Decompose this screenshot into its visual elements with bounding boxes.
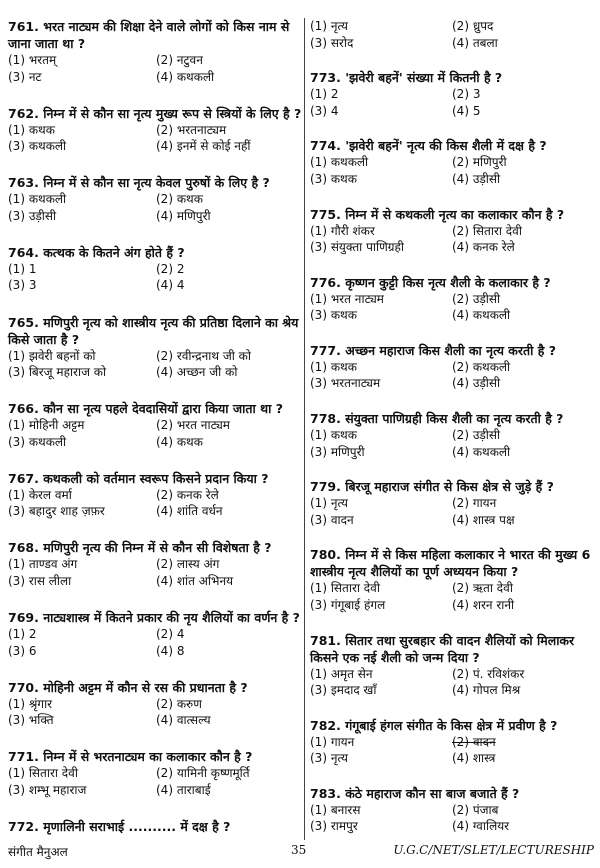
answer-option: (1) 1	[8, 261, 37, 276]
options-grid	[310, 666, 594, 699]
answer-option: (2) ऋता देवी	[452, 581, 513, 596]
answer-option: (2) उड़ीसी	[452, 428, 501, 443]
answer-option: (4) कथकली	[452, 308, 511, 323]
options-grid	[310, 86, 594, 119]
answer-option: (4) कथकली	[156, 69, 215, 84]
question-block	[310, 546, 594, 613]
answer-option: (4) कथक	[156, 434, 203, 449]
answer-option: (1) गौरी शंकर	[310, 223, 375, 238]
options-grid	[8, 626, 303, 659]
answer-option: (3) 4	[310, 103, 339, 118]
options-grid	[8, 487, 303, 520]
question-block	[310, 478, 594, 528]
answer-option: (3) भरतनाट्यम	[310, 376, 381, 391]
answer-option: (3) कथक	[310, 308, 357, 323]
question-text-line	[8, 174, 303, 191]
answer-option: (3) कथकली	[8, 139, 67, 154]
question-text: कंठे महाराज कौन सा बाज बजाते हैं ?	[345, 785, 520, 801]
question-text: कौन सा नृत्य पहले देवदासियों द्वारा किया जाता था ?	[43, 401, 283, 417]
question-number: 779.	[310, 479, 341, 495]
answer-option: (1) कथक	[310, 428, 357, 443]
answer-option: (3) बहादुर शाह ज़फ़र	[8, 504, 105, 519]
answer-option: (2) वादन	[452, 734, 496, 749]
answer-option: (1) बनारस	[310, 802, 361, 817]
answer-option: (1) मोहिनी अट्टम	[8, 418, 85, 433]
question-text-line	[8, 818, 303, 835]
question-block	[8, 748, 303, 798]
answer-option: (4) शांत अभिनय	[156, 573, 234, 588]
options-grid	[310, 154, 594, 187]
footer-book-title: संगीत मैनुअल	[8, 845, 68, 859]
answer-option: (3) 6	[8, 643, 37, 658]
answer-option: (2) 3	[452, 87, 481, 102]
answer-option: (2) 2	[156, 261, 185, 276]
question-number: 782.	[310, 717, 341, 733]
question-number: 777.	[310, 342, 341, 358]
answer-option: (2) सितारा देवी	[452, 223, 522, 238]
page-footer	[8, 843, 594, 863]
answer-option: (3) शम्भू महाराज	[8, 782, 87, 797]
question-block	[310, 632, 594, 699]
answer-option: (1) कथक	[8, 122, 55, 137]
question-text-line	[8, 470, 303, 487]
right-column	[310, 18, 594, 838]
options-grid	[8, 417, 303, 450]
question-text: निम्न में से कथकली नृत्य का कलाकार कौन है ?	[345, 206, 565, 222]
question-block	[310, 342, 594, 392]
question-block	[310, 717, 594, 767]
answer-option: (2) यामिनी कृष्णमूर्ति	[156, 766, 250, 781]
question-text-line	[8, 539, 303, 556]
answer-option: (1) ताण्डव अंग	[8, 557, 78, 572]
question-text: कृष्णन कुट्टी किस नृत्य शैली के कलाकार है ?	[345, 274, 551, 290]
question-block	[8, 539, 303, 589]
question-block	[8, 174, 303, 224]
answer-option: (2) 4	[156, 627, 185, 641]
question-block	[310, 410, 594, 460]
options-grid	[8, 765, 303, 798]
answer-option: (2) कथक	[156, 192, 203, 207]
question-number: 781.	[310, 632, 341, 648]
question-number: 762.	[8, 105, 39, 121]
left-column	[8, 18, 303, 838]
answer-option: (2) मणिपुरी	[452, 155, 507, 170]
question-number: 764.	[8, 244, 39, 260]
question-block	[8, 400, 303, 450]
answer-option: (1) भरतम्	[8, 53, 57, 67]
options-grid	[8, 556, 303, 589]
answer-option: (1) 2	[310, 87, 339, 102]
answer-option: (3) उड़ीसी	[8, 208, 57, 223]
question-text: निम्न में से भरतनाट्यम का कलाकार कौन है ?	[43, 749, 253, 765]
answer-option: (1) 2	[8, 627, 37, 641]
question-number: 763.	[8, 175, 39, 191]
answer-option: (1) कथकली	[8, 192, 67, 207]
answer-option: (4) 4	[156, 278, 185, 293]
answer-option: (2) कथकली	[452, 359, 511, 374]
answer-option: (3) गंगूबाई हंगल	[310, 597, 386, 612]
question-text-line	[310, 717, 594, 734]
options-grid	[8, 122, 303, 155]
question-text-line	[310, 342, 594, 359]
answer-option: (4) शरन रानी	[452, 597, 515, 612]
question-block	[310, 274, 594, 324]
answer-option: (4) शांति वर्धन	[156, 504, 223, 519]
question-block	[8, 244, 303, 294]
question-text-line	[310, 410, 594, 427]
answer-option: (2) रवीन्द्रनाथ जी को	[156, 348, 251, 363]
question-text: निम्न में से कौन सा नृत्य मुख्य रूप से स्त्रियों के लिए है ?	[43, 105, 302, 121]
question-text-line	[8, 748, 303, 765]
answer-option: (3) भक्ति	[8, 713, 54, 728]
answer-option: (2) उड़ीसी	[452, 291, 501, 306]
answer-option: (1) भरत नाट्यम	[310, 291, 384, 306]
answer-option: (2) ध्रुपद	[452, 19, 494, 33]
answer-option: (1) झवेरी बहनों को	[8, 348, 96, 363]
question-text-line	[8, 105, 303, 122]
answer-option: (2) पं. रविशंकर	[452, 666, 525, 681]
question-text-line	[8, 679, 303, 696]
question-block	[310, 18, 594, 51]
answer-option: (3) बिरजू महाराज को	[8, 365, 107, 379]
answer-option: (1) कथकली	[310, 155, 369, 170]
answer-option: (3) 3	[8, 278, 37, 293]
answer-option: (4) शास्त्र पक्ष	[452, 512, 515, 527]
question-number: 771.	[8, 749, 39, 765]
question-number: 761.	[8, 19, 39, 34]
column-divider	[304, 18, 305, 840]
answer-option: (4) गोपल मिश्र	[452, 683, 521, 698]
question-text: कत्थक के कितने अंग होते हैं ?	[43, 244, 185, 260]
question-block	[8, 470, 303, 520]
options-grid	[310, 359, 594, 392]
question-text-line	[8, 244, 303, 261]
answer-option: (4) शास्त्र	[452, 751, 496, 766]
question-number: 774.	[310, 138, 341, 154]
answer-option: (2) नटुवन	[156, 53, 203, 67]
answer-option: (3) सरोद	[310, 35, 354, 50]
question-text: गंगूबाई हंगल संगीत के किस क्षेत्र में प्रवीण है ?	[345, 717, 558, 733]
question-text: मणिपुरी नृत्य को शास्त्रीय नृत्य की प्रतिष्ठा दिलाने का श्रेय किसे जाता है ?	[8, 314, 299, 347]
question-text: निम्न में से कौन सा नृत्य केवल पुरुषों के लिए है ?	[43, 175, 270, 191]
question-number: 775.	[310, 206, 341, 222]
options-grid	[8, 52, 303, 85]
answer-option: (4) ग्वालियर	[452, 819, 510, 834]
answer-option: (2) करुण	[156, 696, 202, 711]
options-grid	[310, 291, 594, 324]
question-text-line	[8, 400, 303, 417]
question-text-line	[310, 69, 594, 86]
question-text-line	[310, 206, 594, 223]
question-text: निम्न में से किस महिला कलाकार ने भारत की मुख्य 6 शास्त्रीय नृत्य शैलियों का पूर्ण अध्ययन किया ?	[310, 547, 591, 580]
answer-option: (4) ताराबाई	[156, 782, 211, 797]
question-text: मृणालिनी सराभाई .......... में दक्ष है ?	[43, 818, 231, 834]
question-block	[8, 609, 303, 659]
question-block	[8, 818, 303, 835]
question-text-line	[310, 478, 594, 495]
question-number: 773.	[310, 70, 341, 86]
answer-option: (3) कथकली	[8, 434, 67, 449]
answer-option: (4) तबला	[452, 35, 498, 50]
question-number: 778.	[310, 411, 341, 427]
options-grid	[310, 223, 594, 256]
question-block	[8, 679, 303, 729]
options-grid	[8, 261, 303, 294]
answer-option: (3) वादन	[310, 512, 354, 527]
question-number: 766.	[8, 401, 39, 417]
answer-option: (3) कथक	[310, 171, 357, 186]
question-text-line	[8, 18, 303, 52]
answer-option: (4) 5	[452, 103, 481, 118]
answer-option: (3) संयुक्ता पाणिग्रही	[310, 240, 405, 255]
question-text: मोहिनी अट्टम में कौन से रस की प्रधानता है ?	[43, 679, 248, 695]
options-grid	[310, 427, 594, 460]
options-grid	[310, 495, 594, 528]
answer-option: (1) नृत्य	[310, 19, 348, 33]
question-number: 776.	[310, 274, 341, 290]
answer-option: (3) इमदाद खाँ	[310, 683, 377, 698]
answer-option: (1) गायन	[310, 734, 355, 749]
answer-option: (4) कनक रेले	[452, 240, 515, 255]
answer-option: (2) लास्य अंग	[156, 557, 220, 572]
answer-option: (4) अच्छन जी को	[156, 365, 238, 379]
answer-option: (3) नृत्य	[310, 751, 348, 766]
question-text: नाट्यशास्त्र में कितने प्रकार की नृय शैलियों का वर्णन है ?	[43, 610, 300, 625]
answer-option: (1) अमृत सेन	[310, 666, 373, 681]
question-number: 767.	[8, 470, 39, 486]
question-text: बिरजू महाराज संगीत से किस क्षेत्र से जुड़े हैं ?	[345, 479, 554, 495]
answer-option: (2) भरतनाट्यम	[156, 122, 227, 137]
answer-option: (4) 8	[156, 643, 185, 658]
question-text: मणिपुरी नृत्य की निम्न में से कौन सी विशेषता है ?	[43, 540, 272, 556]
answer-option: (4) वात्सल्य	[156, 713, 211, 728]
question-text: संयुक्ता पाणिग्रही किस शैली का नृत्य करती है ?	[345, 411, 564, 427]
options-grid	[310, 734, 594, 767]
question-block	[310, 137, 594, 187]
question-number: 769.	[8, 610, 39, 625]
options-grid	[8, 191, 303, 224]
question-text: 'झवेरी बहनें' नृत्य की किस शैली में दक्ष है ?	[345, 138, 547, 154]
options-grid	[310, 580, 594, 613]
answer-option: (1) कथक	[310, 359, 357, 374]
question-block	[310, 206, 594, 256]
options-grid	[8, 348, 303, 381]
question-text: भरत नाट्यम की शिक्षा देने वाले लोगों को किस नाम से जाना जाता था ?	[8, 19, 290, 51]
question-number: 783.	[310, 785, 341, 801]
question-block	[8, 314, 303, 381]
options-grid	[310, 18, 594, 51]
answer-option: (3) नट	[8, 69, 42, 84]
answer-option: (1) केरल वर्मा	[8, 487, 72, 502]
options-grid	[310, 802, 594, 835]
question-text-line	[310, 546, 594, 580]
question-block	[310, 69, 594, 119]
answer-option: (4) उड़ीसी	[452, 171, 501, 186]
question-text-line	[8, 314, 303, 348]
answer-option: (2) कनक रेले	[156, 487, 219, 502]
answer-option: (1) श्रृंगार	[8, 696, 53, 711]
question-number: 772.	[8, 818, 39, 834]
answer-option: (3) रास लीला	[8, 573, 72, 588]
question-block	[8, 105, 303, 155]
question-text-line	[310, 137, 594, 154]
answer-option: (4) मणिपुरी	[156, 208, 211, 223]
footer-exam-name: U.G.C/NET/SLET/LECTURESHIP	[393, 843, 594, 857]
answer-option: (3) रामपुर	[310, 819, 358, 834]
answer-option: (3) मणिपुरी	[310, 444, 365, 459]
answer-option: (1) नृत्य	[310, 496, 348, 511]
footer-page-number: 35	[291, 843, 307, 857]
question-block	[8, 18, 303, 85]
answer-option: (2) गायन	[452, 496, 497, 511]
question-number: 770.	[8, 679, 39, 695]
question-text: अच्छन महाराज किस शैली का नृत्य करती है ?	[345, 342, 556, 358]
answer-option: (2) पंजाब	[452, 802, 499, 817]
question-text-line	[310, 632, 594, 666]
question-text-line	[310, 274, 594, 291]
question-number: 780.	[310, 547, 341, 563]
answer-option: (2) भरत नाट्यम	[156, 418, 230, 433]
answer-option: (1) सितारा देवी	[8, 766, 78, 781]
answer-option: (4) इनमें से कोई नहीं	[156, 139, 251, 154]
question-number: 768.	[8, 540, 39, 556]
question-text-line	[8, 609, 303, 626]
answer-option: (4) उड़ीसी	[452, 376, 501, 391]
question-text: 'झवेरी बहनें' संख्या में कितनी है ?	[345, 70, 503, 86]
options-grid	[8, 696, 303, 729]
question-block	[310, 785, 594, 835]
question-text: सितार तथा सुरबहार की वादन शैलियों को मिलाकर किसने एक नई शैली को जन्म दिया ?	[310, 632, 575, 665]
question-text: कथकली को वर्तमान स्वरूप किसने प्रदान किया ?	[43, 470, 269, 486]
answer-option: (1) सितारा देवी	[310, 581, 380, 596]
answer-option: (4) कथकली	[452, 444, 511, 459]
question-number: 765.	[8, 314, 39, 330]
question-text-line	[310, 785, 594, 802]
